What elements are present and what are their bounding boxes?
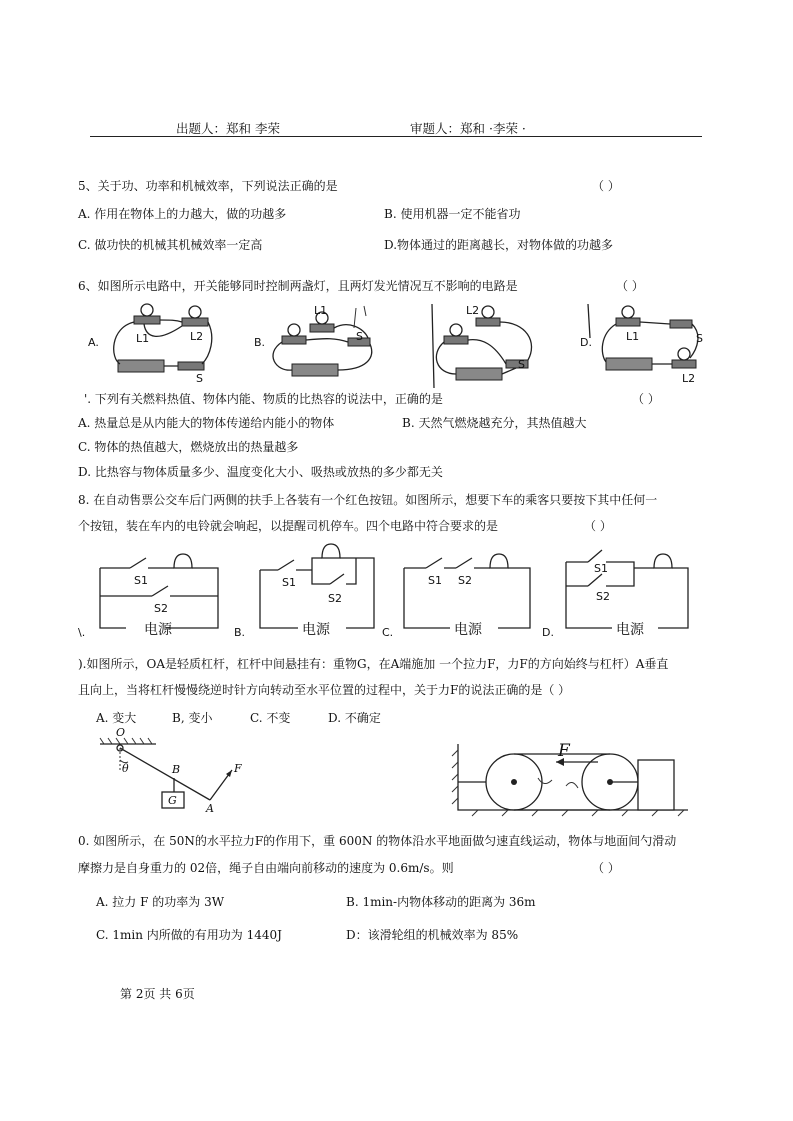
q9-label-a: A xyxy=(206,802,214,815)
q8-c-s1: S1 xyxy=(428,574,442,587)
lamp-base-icon xyxy=(616,318,640,326)
q8-circuit-figure xyxy=(78,544,698,644)
q10-stem-line1: 0. 如图所示，在 50N的水平拉力F的作用下，重 600N 的物体沿水平地面做匀速直线运动，物体与地面间勺滑动 xyxy=(78,834,677,848)
block-icon xyxy=(638,760,674,810)
q10-option-b: B. 1min-内物体移动的距离为 36m xyxy=(346,895,536,909)
q10-option-c: C. 1min 内所做的有用功为 1440J xyxy=(96,928,282,942)
q8-label-c: C. xyxy=(382,626,394,639)
bulb-icon xyxy=(482,306,494,318)
reviewer-line: 审题人：郑和 ·李荣 · xyxy=(410,121,526,136)
q7-option-b: B. 天然气燃烧越充分，其热值越大 xyxy=(402,416,587,430)
q9-option-d: D. 不确定 xyxy=(328,711,381,725)
q6-circuit-d xyxy=(580,304,703,385)
q7-option-d: D. 比热容与物体质量多少、温度变化大小、吸热或放热的多少都无关 xyxy=(78,465,443,479)
q6-label-b: B. xyxy=(254,336,266,349)
q8-d-s2: S2 xyxy=(596,590,610,603)
q6-d-l2: L2 xyxy=(682,372,696,385)
header-rule xyxy=(90,136,702,137)
q8-label-a: \. xyxy=(78,626,86,639)
q9-label-o: O xyxy=(116,726,126,739)
q8-c-source: 电源 xyxy=(454,622,482,638)
q5-stem: 5、关于功、功率和机械效率，下列说法正确的是 xyxy=(78,179,338,193)
q8-d-s1: S1 xyxy=(594,562,608,575)
q8-b-s1: S1 xyxy=(282,576,296,589)
q7-option-a: A. 热量总是从内能大的物体传递给内能小的物体 xyxy=(78,416,335,430)
q10-label-f: F xyxy=(558,741,570,761)
q5-answer-paren: （ ） xyxy=(592,179,620,193)
q8-circuit-a xyxy=(78,554,218,639)
page-number: 第 2页 共 6页 xyxy=(120,987,195,1001)
bulb-icon xyxy=(622,306,634,318)
q5-option-b: B. 使用机器一定不能省功 xyxy=(384,207,521,221)
q7-stem: '. 下列有关燃料热值、物体内能、物质的比热容的说法中，正确的是 xyxy=(84,392,443,406)
bulb-icon xyxy=(288,324,300,336)
q8-label-d: D. xyxy=(542,626,554,639)
q9-option-b: B, 变小 xyxy=(172,711,213,725)
bell-icon xyxy=(490,554,508,568)
q8-b-s2: S2 xyxy=(328,592,342,605)
q6-c-l2: L2 xyxy=(466,304,480,317)
q10-stem-line2: 摩擦力是自身重力的 02倍，绳子自由端向前移动的速度为 0.6m/s。则 xyxy=(78,861,454,875)
q6-label-a: A. xyxy=(88,336,99,349)
q5-option-a: A. 作用在物体上的力越大，做的功越多 xyxy=(78,207,287,221)
switch-icon xyxy=(178,362,204,370)
q9-option-c: C. 不变 xyxy=(250,711,291,725)
bell-icon xyxy=(654,554,672,568)
q5-option-d: D.物体通过的距离越长，对物体做的功越多 xyxy=(384,238,614,252)
q9-label-g: G xyxy=(168,794,177,807)
q6-d-s: S xyxy=(696,332,703,345)
q9-lever-figure xyxy=(98,726,258,816)
q6-a-s: S xyxy=(196,372,203,385)
q6-b-l1: L1 xyxy=(314,304,328,317)
lamp-base-icon xyxy=(310,324,334,332)
bell-icon xyxy=(174,554,192,568)
q8-label-b: B. xyxy=(234,626,246,639)
q9-label-theta: θ xyxy=(122,762,129,775)
q6-circuit-figure xyxy=(86,298,706,390)
q8-circuit-b xyxy=(234,544,374,639)
q9-label-f: F xyxy=(234,762,242,775)
bulb-icon xyxy=(189,306,201,318)
lamp-base-icon xyxy=(134,316,160,324)
lamp-base-icon xyxy=(444,336,468,344)
lamp-base-icon xyxy=(672,360,696,368)
q6-label-d: D. xyxy=(580,336,592,349)
q10-answer-paren: （ ） xyxy=(592,861,620,875)
q6-a-l2: L2 xyxy=(190,330,204,343)
bell-icon xyxy=(322,544,340,558)
q8-a-s1: S1 xyxy=(134,574,148,587)
q5-option-c: C. 做功快的机械其机械效率一定高 xyxy=(78,238,263,252)
q6-circuit-c xyxy=(432,304,532,388)
q6-d-l1: L1 xyxy=(626,330,640,343)
battery-icon xyxy=(606,358,652,370)
q6-circuit-b xyxy=(254,304,372,376)
q6-circuit-a xyxy=(88,304,212,385)
lamp-base-icon xyxy=(282,336,306,344)
bulb-icon xyxy=(678,348,690,360)
q6-c-s: S xyxy=(518,358,525,371)
q6-b-s: S xyxy=(356,330,363,343)
q8-a-s2: S2 xyxy=(154,602,168,615)
author-line: 出题人：郑和 李荣 xyxy=(176,121,280,136)
q6-stem: 6、如图所示电路中，开关能够同时控制两盏灯，且两灯发光情况互不影响的电路是 xyxy=(78,279,518,293)
q6-answer-paren: （ ） xyxy=(616,279,644,293)
lamp-base-icon xyxy=(182,318,208,326)
q8-b-source: 电源 xyxy=(302,622,330,638)
q7-option-c: C. 物体的热值越大，燃烧放出的热量越多 xyxy=(78,440,299,454)
axle-icon xyxy=(511,779,517,785)
q8-a-source: 电源 xyxy=(144,622,172,638)
q8-c-s2: S2 xyxy=(458,574,472,587)
q8-answer-paren: （ ） xyxy=(584,519,612,533)
q9-label-b: B xyxy=(172,763,181,776)
q10-option-a: A. 拉力 F 的功率为 3W xyxy=(96,895,225,909)
q8-stem-line1: 8. 在自动售票公交车后门两侧的扶手上各装有一个红色按钮。如图所示，想要下车的乘客只要按下其中任何一 xyxy=(78,493,658,507)
q10-option-d: D：该滑轮组的机械效率为 85% xyxy=(346,928,519,942)
q8-stem-line2: 个按钮，装在车内的电铃就会响起，以提醒司机停车。四个电路中符合要求的是 xyxy=(78,519,499,533)
q9-stem-line2: 且向上，当将杠杆慢慢绕逆时针方向转动至水平位置的过程中，关于力F的说法正确的是（ ） xyxy=(78,683,571,697)
battery-icon xyxy=(456,368,502,380)
lamp-base-icon xyxy=(476,318,500,326)
bulb-icon xyxy=(450,324,462,336)
q6-a-l1: L1 xyxy=(136,332,150,345)
bulb-icon xyxy=(141,304,153,316)
switch-icon xyxy=(670,320,692,328)
q8-circuit-c xyxy=(382,554,530,639)
q7-answer-paren: （ ） xyxy=(632,392,660,406)
q10-pulley-figure xyxy=(448,738,698,816)
q9-stem-line1: ).如图所示，OA是轻质杠杆，杠杆中间悬挂有：重物G，在A端施加 一个拉力F，力F的方向始终与杠杆）A垂直 xyxy=(78,657,669,671)
battery-icon xyxy=(292,364,338,376)
q8-d-source: 电源 xyxy=(616,622,644,638)
q8-circuit-d xyxy=(542,550,688,639)
battery-icon xyxy=(118,360,164,372)
q9-option-a: A. 变大 xyxy=(96,711,137,725)
